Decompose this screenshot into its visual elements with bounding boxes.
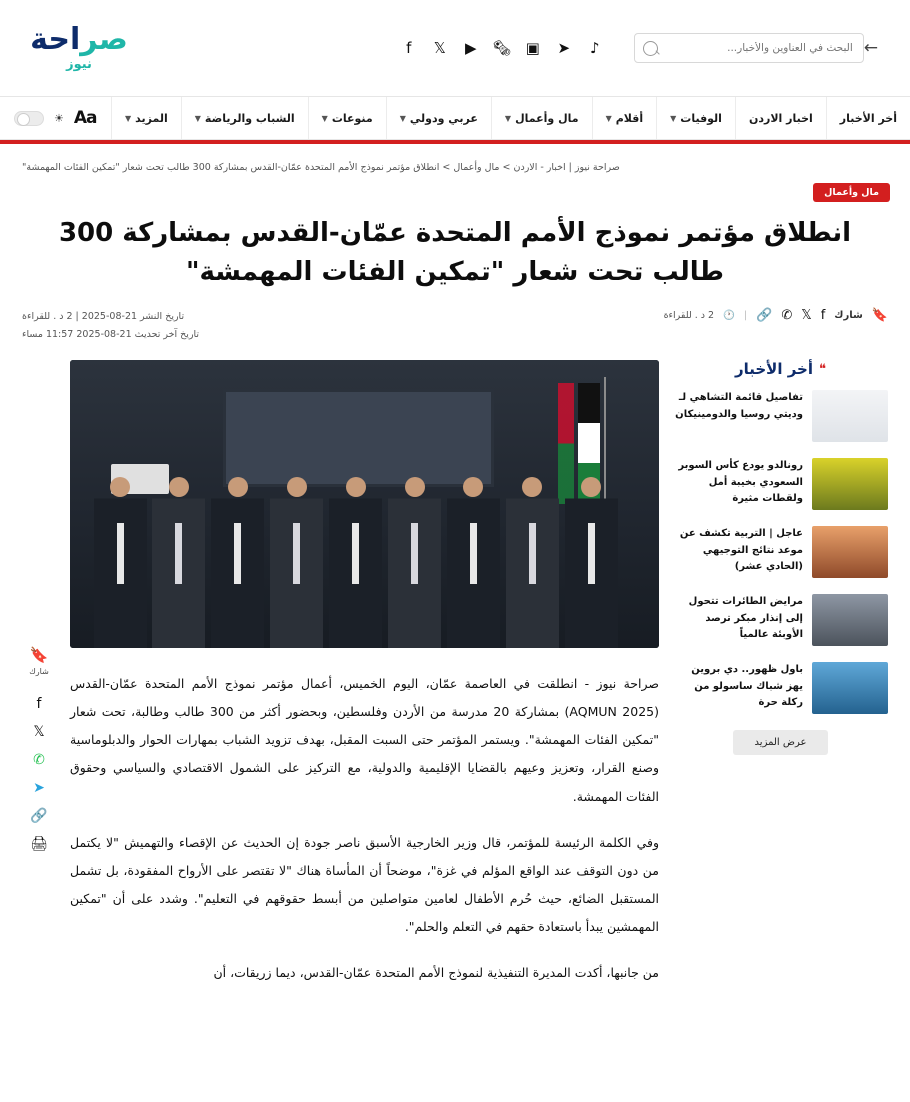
social-links	[400, 39, 604, 57]
site-logo[interactable]	[14, 21, 144, 72]
bookmark-icon[interactable]: 🔖	[871, 308, 888, 323]
list-item-thumbnail	[812, 526, 888, 578]
instagram-icon[interactable]: ▣	[525, 38, 540, 57]
tiktok-icon[interactable]: ♪	[589, 38, 600, 57]
youtube-icon[interactable]: ▶	[464, 38, 477, 57]
read-time-label: 2 د . للقراءة	[663, 310, 715, 321]
nav-tools	[0, 97, 111, 139]
nav-label: المزيد	[135, 111, 168, 125]
font-size-button[interactable]: Aa	[73, 108, 97, 128]
list-item-thumbnail	[812, 662, 888, 714]
search-icon[interactable]	[643, 41, 658, 56]
nav-label: الشباب والرياضة	[204, 111, 295, 125]
share-group	[664, 308, 888, 323]
x-icon[interactable]: 𝕏	[801, 308, 812, 323]
article-meta	[0, 292, 910, 344]
logo-text	[30, 21, 128, 57]
nav-label: أقلام	[615, 111, 644, 125]
page-title: انطلاق مؤتمر نموذج الأمم المتحدة عمّان-القدس بمشاركة 300 طالب تحت شعار "تمكين الفئات المهمشة"	[58, 218, 852, 287]
nav-item-jordan-news[interactable]	[735, 97, 826, 139]
link-icon[interactable]: 🔗	[30, 808, 48, 825]
whatsapp-icon[interactable]: ✆	[33, 752, 45, 769]
logo-subtitle: نيوز	[66, 56, 92, 72]
nav-label: منوعات	[331, 111, 373, 125]
nav-item-more[interactable]	[111, 97, 181, 139]
list-item-thumbnail	[812, 390, 888, 442]
article-column	[70, 360, 659, 1005]
publish-date: تاريخ النشر 21-08-2025 | 2 د . للقراءة	[22, 311, 185, 322]
list-item-label: عاجل | التربية تكشف عن موعد نتائج التوجيهي (الحادي عشر)	[679, 528, 803, 573]
telegram-icon[interactable]: ➤	[33, 780, 45, 797]
chevron-down-icon: ▼	[399, 113, 406, 123]
sidebar-header	[673, 360, 888, 378]
search-box[interactable]	[634, 33, 864, 63]
article-hero-image	[70, 360, 659, 648]
theme-toggle[interactable]	[14, 111, 44, 126]
chevron-down-icon: ▼	[670, 113, 677, 123]
list-item[interactable]	[673, 390, 888, 442]
back-arrow-icon[interactable]: ←	[863, 37, 878, 58]
nav-item-arab-international[interactable]	[386, 97, 491, 139]
news-icon[interactable]: 🗞	[492, 38, 512, 57]
link-icon[interactable]: 🔗	[756, 308, 773, 323]
nav-item-latest[interactable]	[826, 97, 910, 139]
nav-item-columns[interactable]	[592, 97, 657, 139]
list-item[interactable]	[673, 526, 888, 578]
whatsapp-icon[interactable]: ✆	[781, 308, 793, 323]
bookmark-icon[interactable]: 🔖	[29, 646, 49, 665]
list-item-label: تفاصيل قائمة التشاهي لـ وديتي روسيا والدومينيكان	[675, 392, 803, 420]
article-paragraph: من جانبها، أكدت المديرة التنفيذية لنموذج الأمم المتحدة عمّان-القدس، ديما زريقات، أن	[213, 965, 659, 981]
main-navigation	[0, 96, 910, 140]
chevron-down-icon: ▼	[605, 113, 612, 123]
search-input[interactable]	[664, 41, 855, 55]
nav-item-misc[interactable]	[308, 97, 386, 139]
status-badge[interactable]: مال وأعمال	[813, 183, 890, 202]
nav-label: اخبار الاردن	[748, 111, 813, 125]
main-content	[0, 344, 910, 1005]
nav-item-youth-sports[interactable]	[181, 97, 308, 139]
article-body	[70, 670, 659, 987]
print-icon[interactable]: 🖨	[30, 836, 48, 853]
facebook-icon[interactable]: f	[36, 696, 42, 713]
nav-label: أخر الأخبار	[839, 111, 897, 125]
list-item-thumbnail	[812, 594, 888, 646]
list-item-thumbnail	[812, 458, 888, 510]
nav-label: مال وأعمال	[515, 111, 579, 125]
nav-label: عربي ودولي	[409, 111, 478, 125]
chevron-down-icon: ▼	[194, 113, 201, 123]
load-more-button[interactable]: عرض المزيد	[733, 730, 829, 755]
nav-label: الوفيات	[680, 111, 722, 125]
chevron-down-icon: ▼	[125, 113, 132, 123]
header-left-group	[634, 33, 892, 63]
telegram-icon[interactable]: ➤	[557, 38, 571, 57]
list-item[interactable]	[673, 662, 888, 714]
site-header	[0, 0, 910, 96]
article-paragraph: صراحة نيوز - انطلقت في العاصمة عمّان، اليوم الخميس، أعمال مؤتمر نموذج الأمم المتحدة عمّان-القدس (AQMUN 2025) بمشاركة 20 مدرسة من الأردن وفلسطين، وبحضور أكثر من 300 طالب وطالبة، تحت شعار "تمكين الفئات المهمشة". ويستمر المؤتمر حتى السبت المقبل، بهدف تزويد الشباب بمهارات الحوار والدبلوماسية وصنع القرار، وتعزيز وعيهم بالقضايا الإقليمية والدولية، مع التركيز على الشمول الاقتصادي والسياسي وحقوق الفئات المهمشة.	[70, 676, 659, 804]
logo-text-right: صر	[80, 21, 128, 57]
category-tag-wrap	[0, 173, 910, 202]
chevron-down-icon: ▼	[504, 113, 512, 123]
list-item-label: باول ظهور.. دي بروين يهز شباك ساسولو من ركلة حرة	[691, 664, 803, 709]
sun-icon[interactable]: ☀	[54, 111, 64, 125]
list-item-label: رونالدو يودع كأس السوبر السعودي بخيبة أمل ولقطات مثيرة	[678, 460, 803, 505]
logo-text-left: احة	[30, 21, 81, 57]
nav-item-business[interactable]	[491, 97, 592, 139]
article-paragraph: وفي الكلمة الرئيسة للمؤتمر، قال وزير الخارجية الأسبق ناصر جودة إن الحديث عن الإقصاء والتهميش "لا يكتمل من دون التوقف عند الواقع المؤلم في غزة"، موضحاً أن المأساة هناك "لا تقتصر على الأرواح المفقودة، بل تشمل المستقبل الضائع، حيث حُرم الأطفال لعامين متواصلين من أبسط حقوقهم في التعليم". وشدد على أن "تمكين المهمشين يبدأ باستعادة حقهم في التعلم والحلم".	[70, 834, 659, 935]
share-rail-header	[29, 646, 49, 676]
quote-icon: ❝	[819, 361, 827, 377]
read-time-icon: 🕐	[723, 310, 735, 321]
facebook-icon[interactable]: f	[406, 38, 412, 57]
update-date: تاريخ آخر تحديث 21-08-2025 11:57 مساء	[22, 329, 200, 341]
date-group	[22, 308, 199, 344]
x-icon[interactable]: 𝕏	[433, 38, 446, 57]
facebook-icon[interactable]: f	[820, 308, 826, 323]
chevron-down-icon: ▼	[321, 113, 328, 123]
latest-news-sidebar	[673, 360, 888, 1005]
list-item[interactable]	[673, 458, 888, 510]
nav-item-obituaries[interactable]	[656, 97, 735, 139]
share-label: شارك	[834, 310, 863, 321]
x-icon[interactable]: 𝕏	[33, 724, 45, 741]
share-rail	[22, 360, 56, 1005]
meta-separator: |	[743, 310, 748, 321]
list-item-label: مرايض الطائرات تتحول إلى إنذار مبكر ترصد الأوبئة عالمياً	[688, 596, 803, 641]
breadcrumb: صراحة نيوز | اخبار - الاردن > مال وأعمال > انطلاق مؤتمر نموذج الأمم المتحدة عمّان-القدس بمشاركة 300 طالب تحت شعار "تمكين الفئات المهمشة"	[22, 162, 620, 173]
sidebar-title: أخر الأخبار	[734, 360, 814, 379]
list-item[interactable]	[673, 594, 888, 646]
share-rail-label: شارك	[29, 667, 49, 677]
